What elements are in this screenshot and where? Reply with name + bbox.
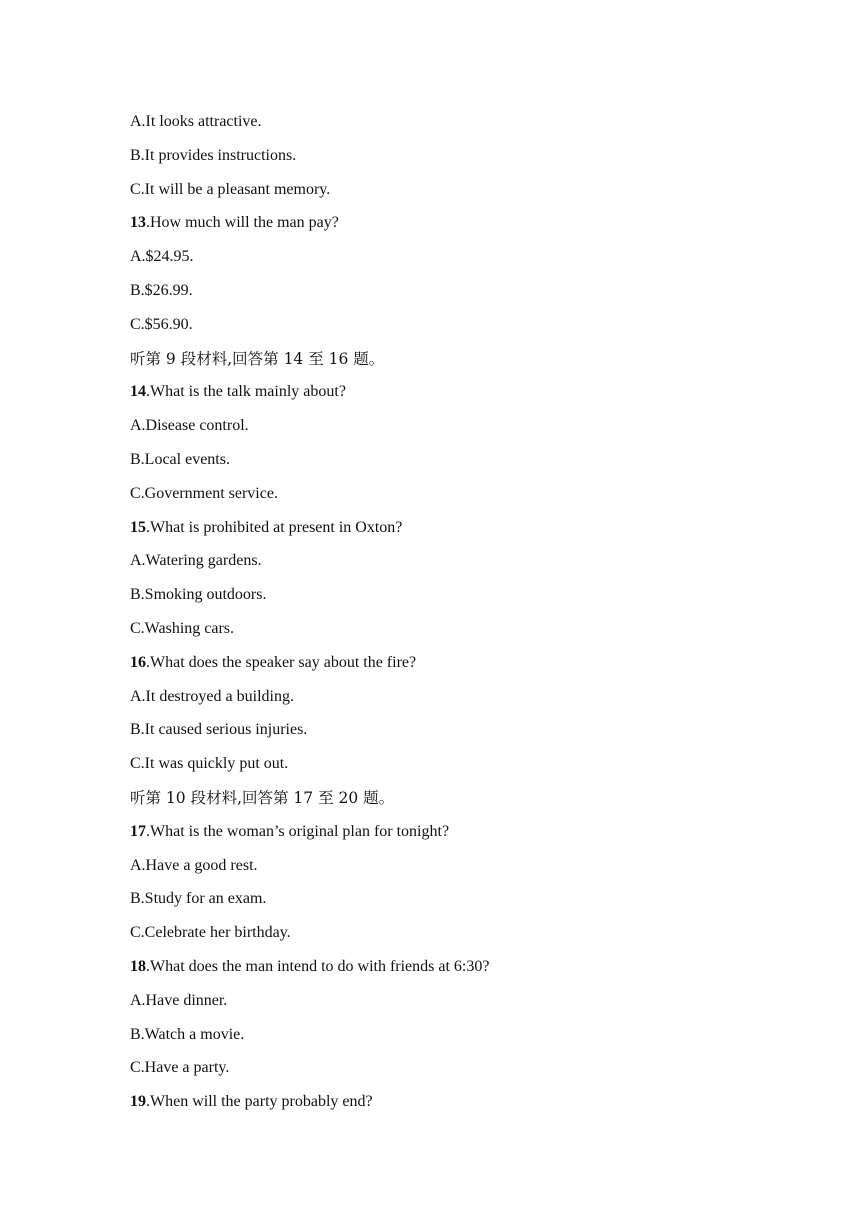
question-14 bbox=[130, 380, 750, 414]
q15-option-b: B.Smoking outdoors. bbox=[130, 586, 267, 604]
question-text: .How much will the man pay? bbox=[146, 214, 339, 232]
q16-option-a: A.It destroyed a building. bbox=[130, 687, 294, 705]
question-text: .What is prohibited at present in Oxton? bbox=[146, 518, 403, 536]
q17-option-c: C.Celebrate her birthday. bbox=[130, 924, 291, 942]
q14-option-b: B.Local events. bbox=[130, 450, 230, 468]
q13-option-b: B.$26.99. bbox=[130, 281, 193, 299]
question-number: 18 bbox=[130, 957, 146, 975]
q17-option-a: A.Have a good rest. bbox=[130, 856, 258, 874]
question-16 bbox=[130, 651, 750, 685]
exam-page bbox=[130, 110, 750, 1124]
question-text: .What does the man intend to do with friends at 6:30? bbox=[146, 957, 490, 975]
question-text: .When will the party probably end? bbox=[146, 1093, 373, 1111]
question-number: 14 bbox=[130, 383, 146, 401]
question-text: .What is the woman’s original plan for tonight? bbox=[146, 822, 450, 840]
q14-option-c: C.Government service. bbox=[130, 484, 278, 502]
question-17 bbox=[130, 820, 750, 854]
q16-option-c: C.It was quickly put out. bbox=[130, 755, 289, 773]
q14-option-a: A.Disease control. bbox=[130, 417, 249, 435]
q18-option-c: C.Have a party. bbox=[130, 1059, 230, 1077]
question-18 bbox=[130, 955, 750, 989]
question-text: .What does the speaker say about the fire? bbox=[146, 653, 417, 671]
section-heading-10: 听第 10 段材料,回答第 17 至 20 题。 bbox=[130, 788, 395, 807]
question-number: 19 bbox=[130, 1093, 146, 1111]
q12-option-a: A.It looks attractive. bbox=[130, 113, 262, 130]
section-heading-9: 听第 9 段材料,回答第 14 至 16 题。 bbox=[130, 349, 385, 368]
question-number: 16 bbox=[130, 653, 146, 671]
q17-option-b: B.Study for an exam. bbox=[130, 890, 267, 908]
question-15 bbox=[130, 516, 750, 550]
q15-option-c: C.Washing cars. bbox=[130, 619, 235, 637]
question-number: 15 bbox=[130, 518, 146, 536]
q15-option-a: A.Watering gardens. bbox=[130, 552, 262, 570]
question-number: 17 bbox=[130, 822, 146, 840]
question-number: 13 bbox=[130, 214, 146, 232]
question-13 bbox=[130, 211, 750, 245]
q18-option-a: A.Have dinner. bbox=[130, 991, 228, 1009]
q18-option-b: B.Watch a movie. bbox=[130, 1025, 245, 1043]
q13-option-c: C.$56.90. bbox=[130, 315, 193, 333]
q12-option-c: C.It will be a pleasant memory. bbox=[130, 180, 331, 198]
q12-option-b: B.It provides instructions. bbox=[130, 146, 297, 164]
question-19 bbox=[130, 1090, 750, 1124]
q16-option-b: B.It caused serious injuries. bbox=[130, 721, 308, 739]
question-text: .What is the talk mainly about? bbox=[146, 383, 346, 401]
q13-option-a: A.$24.95. bbox=[130, 248, 194, 266]
